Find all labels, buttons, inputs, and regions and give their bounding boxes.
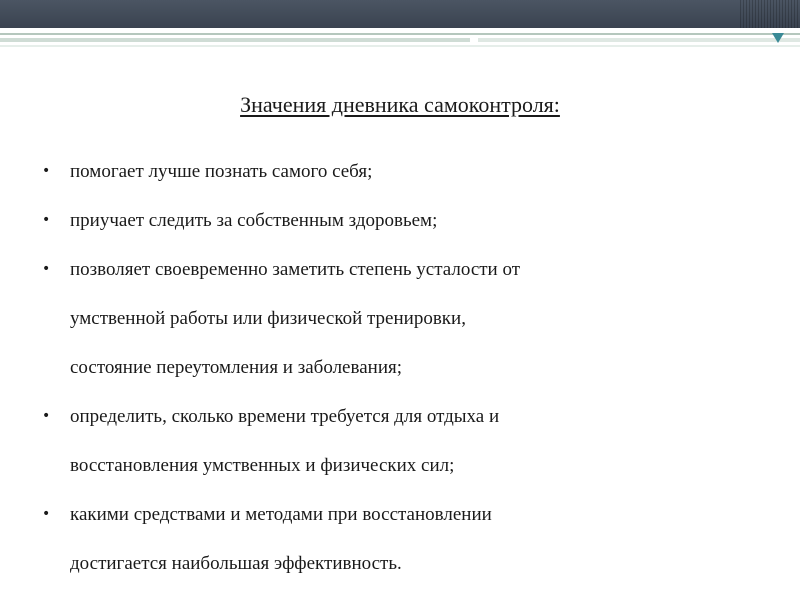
list-item — [42, 196, 762, 245]
list-item — [42, 245, 762, 392]
accent-line — [0, 45, 800, 47]
bullet-icon: • — [42, 163, 51, 179]
accent-line — [478, 38, 800, 42]
list-item-line: состояние переутомления и заболевания; — [70, 357, 402, 378]
list-item-line: умственной работы или физической тренировки, — [70, 308, 466, 329]
list-item — [42, 490, 762, 588]
list-item-line: какими средствами и методами при восстановлении — [70, 504, 492, 525]
header-bar — [0, 0, 800, 28]
list-item-line: приучает следить за собственным здоровьем; — [70, 210, 438, 231]
list-item — [42, 392, 762, 490]
list-item-line: восстановления умственных и физических сил; — [70, 455, 455, 476]
triangle-marker-icon — [772, 33, 784, 43]
bullet-icon: • — [42, 408, 51, 424]
list-item — [42, 147, 762, 196]
list-item-line: помогает лучше познать самого себя; — [70, 161, 373, 182]
accent-line — [0, 33, 800, 35]
list-item-line: определить, сколько времени требуется для отдыха и — [70, 406, 500, 427]
list-item-line: позволяет своевременно заметить степень усталости от — [70, 259, 521, 280]
bullet-icon: • — [42, 261, 51, 277]
accent-line — [0, 38, 470, 42]
list-item-line: достигается наибольшая эффективность. — [70, 553, 402, 574]
bullet-icon: • — [42, 212, 51, 228]
bullet-icon: • — [42, 506, 51, 522]
slide-title: Значения дневника самоконтроля: — [240, 92, 560, 117]
header-texture — [740, 0, 800, 28]
bullet-list — [42, 147, 762, 588]
